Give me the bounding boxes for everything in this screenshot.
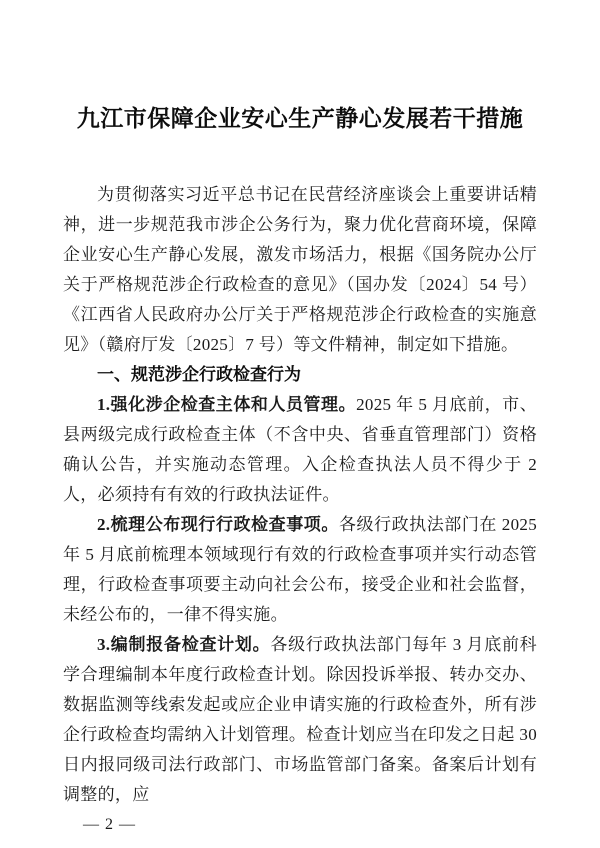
item-2-lead: 2.梳理公布现行行政检查事项。: [97, 515, 339, 534]
page-number: — 2 —: [83, 816, 136, 833]
item-3-body: 各级行政执法部门每年 3 月底前科学合理编制本年度行政检查计划。除因投诉举报、转办交办、数据监测等线索发起或应企业申请实施的行政检查外，所有涉企行政检查均需纳入计划管理。检查计划应当在印发之日起 30 日内报同级司法行政部门、市场监管部门备案。备案后计划有调整的，应: [63, 635, 537, 804]
item-3-lead: 3.编制报备检查计划。: [97, 635, 271, 654]
intro-paragraph: 为贯彻落实习近平总书记在民营经济座谈会上重要讲话精神，进一步规范我市涉企公务行为，聚力优化营商环境，保障企业安心生产静心发展，激发市场活力，根据《国务院办公厅关于严格规范涉企行政检查的意见》（国办发〔2024〕54 号）《江西省人民政府办公厅关于严格规范涉企行政检查的实施意见》（赣府厅发〔2025〕7 号）等文件精神，制定如下措施。: [63, 185, 537, 354]
item-1-body: 2025 年 5 月底前，市、县两级完成行政检查主体（不含中央、省垂直管理部门）资格确认公告，并实施动态管理。入企检查执法人员不得少于 2 人，必须持有有效的行政执法证件。: [63, 395, 537, 504]
item-paragraph-2: [63, 510, 537, 630]
document-content: [63, 0, 537, 836]
item-2-body: 各级行政执法部门在 2025 年 5 月底前梳理本领域现行有效的行政检查事项并实行动态管理，行政检查事项要主动向社会公布，接受企业和社会监督，未经公布的，一律不得实施。: [63, 515, 538, 624]
item-paragraph-3: [63, 630, 537, 810]
document-title: 九江市保障企业安心生产静心发展若干措施: [76, 106, 524, 131]
section-heading: 一、规范涉企行政检查行为: [97, 365, 301, 384]
item-1-lead: 1.强化涉企检查主体和人员管理。: [97, 395, 357, 414]
item-paragraph-1: [63, 390, 537, 510]
